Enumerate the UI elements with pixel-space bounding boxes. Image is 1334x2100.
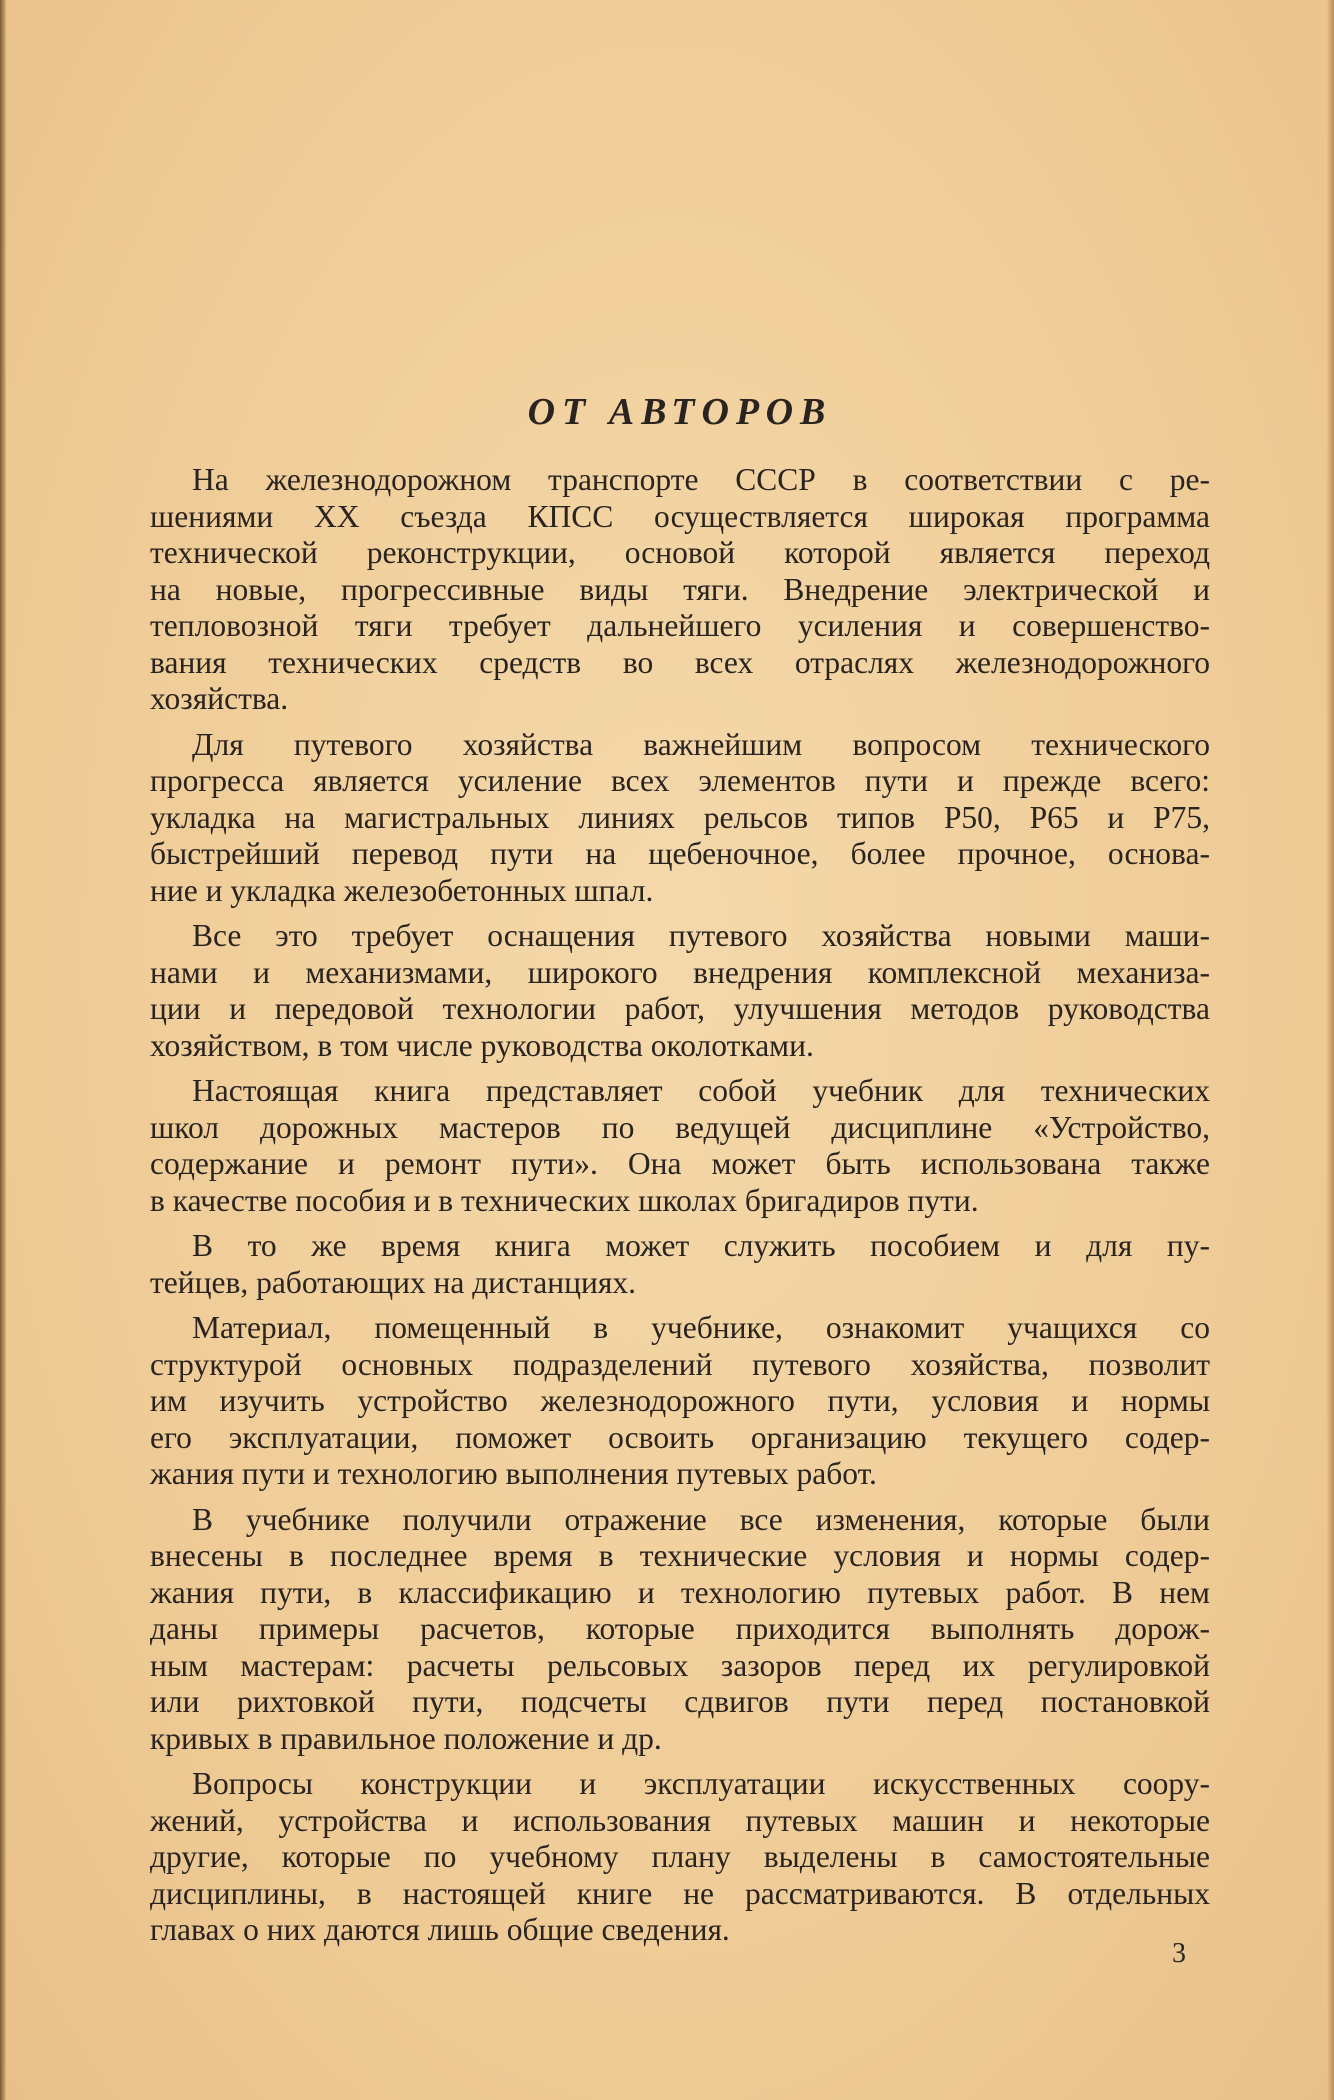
text-line: В учебнике получили отражение все изменения, которые были xyxy=(192,1501,1210,1537)
text-line: быстрейший перевод пути на щебеночное, более прочное, основа- xyxy=(150,836,1210,871)
page-number: 3 xyxy=(1172,1938,1186,1969)
text-line: Настоящая книга представляет собой учебник для технических xyxy=(192,1073,1210,1108)
text-line: школ дорожных мастеров по ведущей дисциплине «Устройство, xyxy=(150,1109,1210,1145)
text-line: укладка на магистральных линиях рельсов типов Р50, Р65 и Р75, xyxy=(150,799,1210,835)
text-line: другие, которые по учебному плану выделены в самостоятельные xyxy=(150,1839,1210,1874)
text-line: Вопросы конструкции и эксплуатации искусственных соору- xyxy=(192,1766,1210,1801)
text-line: На железнодорожном транспорте СССР в соответствии с ре- xyxy=(192,462,1210,497)
text-line: Для путевого хозяйства важнейшим вопросом технического xyxy=(192,726,1210,762)
text-line: хозяйства. xyxy=(150,681,289,716)
text-line: технической реконструкции, основой которой является переход xyxy=(150,535,1210,570)
paragraph xyxy=(150,1502,1210,1758)
text-line: им изучить устройство железнодорожного пути, условия и нормы xyxy=(150,1383,1210,1418)
text-line: тепловозной тяги требует дальнейшего усиления и совершенство- xyxy=(150,608,1210,643)
text-line: В то же время книга может служить пособием и для пу- xyxy=(192,1228,1210,1263)
text-line: главах о них даются лишь общие сведения. xyxy=(150,1912,730,1947)
text-line: Все это требует оснащения путевого хозяйства новыми маши- xyxy=(192,918,1210,953)
paragraph xyxy=(150,1228,1210,1301)
text-line: хозяйством, в том числе руководства околотками. xyxy=(150,1027,814,1063)
text-line: структурой основных подразделений путевого хозяйства, позволит xyxy=(150,1346,1210,1382)
paragraph xyxy=(150,1073,1210,1219)
paragraph xyxy=(150,462,1210,718)
text-line: шениями XX съезда КПСС осуществляется широкая программа xyxy=(150,498,1210,534)
text-line: кривых в правильное положение и др. xyxy=(150,1720,662,1756)
text-line: ние и укладка железобетонных шпал. xyxy=(150,872,654,908)
text-line: ции и передовой технологии работ, улучшения методов руководства xyxy=(150,991,1210,1026)
text-line: или рихтовкой пути, подсчеты сдвигов пути перед постановкой xyxy=(150,1684,1210,1719)
text-line: вания технических средств во всех отраслях железнодорожного xyxy=(150,644,1210,680)
section-heading: ОТ АВТОРОВ xyxy=(527,391,833,433)
text-line: прогресса является усиление всех элементов пути и прежде всего: xyxy=(150,763,1210,798)
page-left-edge xyxy=(0,0,6,2100)
text-line: его эксплуатации, поможет освоить организацию текущего содер- xyxy=(150,1419,1210,1455)
paragraph xyxy=(150,1310,1210,1493)
text-line: жений, устройства и использования путевых машин и некоторые xyxy=(150,1802,1210,1838)
text-line: Материал, помещенный в учебнике, ознакомит учащихся со xyxy=(192,1310,1210,1345)
body-text xyxy=(150,462,1210,1958)
text-line: жания пути, в классификацию и технологию путевых работ. В нем xyxy=(150,1574,1210,1610)
text-line: на новые, прогрессивные виды тяги. Внедрение электрической и xyxy=(150,571,1210,607)
text-line: внесены в последнее время в технические условия и нормы содер- xyxy=(150,1538,1210,1573)
text-line: ным мастерам: расчеты рельсовых зазоров перед их регулировкой xyxy=(150,1647,1210,1683)
text-line: даны примеры расчетов, которые приходится выполнять дорож- xyxy=(150,1611,1210,1646)
paragraph xyxy=(150,727,1210,910)
paragraph xyxy=(150,918,1210,1064)
text-line: в качестве пособия и в технических школах бригадиров пути. xyxy=(150,1182,979,1218)
paragraph xyxy=(150,1766,1210,1949)
page-right-edge xyxy=(1326,0,1334,2100)
text-line: нами и механизмами, широкого внедрения комплексной механиза- xyxy=(150,954,1210,990)
text-line: тейцев, работающих на дистанциях. xyxy=(150,1264,636,1300)
text-line: жания пути и технологию выполнения путевых работ. xyxy=(150,1456,877,1491)
text-line: содержание и ремонт пути». Она может быть использована также xyxy=(150,1146,1210,1181)
text-line: дисциплины, в настоящей книге не рассматриваются. В отдельных xyxy=(150,1875,1210,1911)
